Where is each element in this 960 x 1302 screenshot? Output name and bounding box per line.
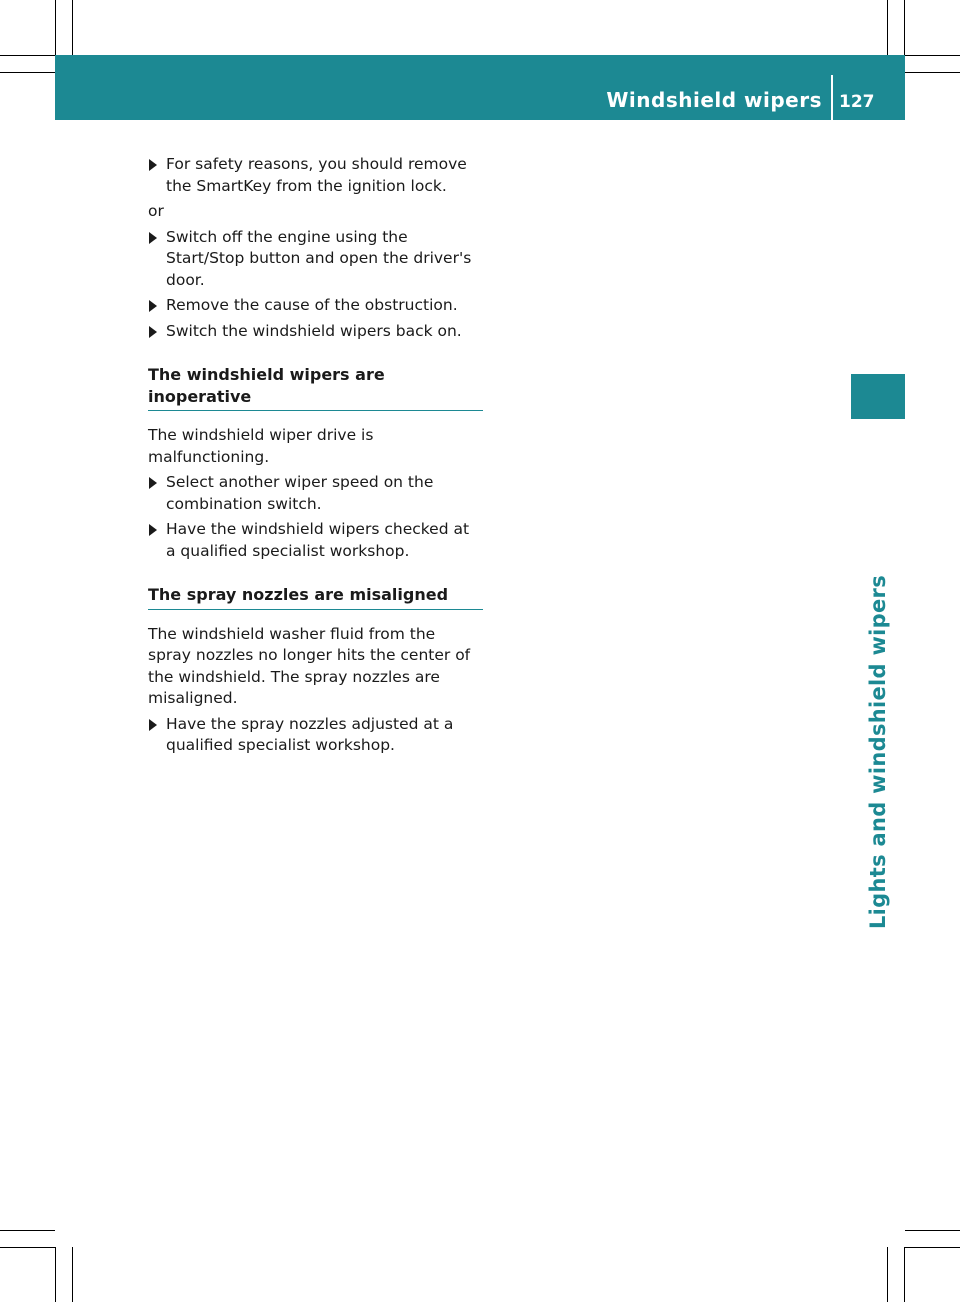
crop-mark bbox=[905, 1230, 960, 1231]
paragraph: The windshield wiper drive is malfunctioning. bbox=[148, 426, 374, 466]
arrow-right-icon bbox=[149, 477, 157, 489]
instruction-step bbox=[148, 227, 483, 292]
crop-mark bbox=[905, 55, 960, 56]
step-text: Have the spray nozzles adjusted at a qualified specialist workshop. bbox=[166, 714, 454, 754]
instruction-step bbox=[148, 714, 483, 757]
step-text: For safety reasons, you should remove the SmartKey from the ignition lock. bbox=[166, 155, 467, 195]
crop-mark bbox=[72, 0, 73, 55]
step-text: Switch the windshield wipers back on. bbox=[166, 321, 462, 340]
instruction-step bbox=[148, 519, 483, 562]
arrow-right-icon bbox=[149, 326, 157, 338]
paragraph: The windshield washer fluid from the spray nozzles no longer hits the center of the windshield. The spray nozzles are misaligned. bbox=[148, 624, 471, 707]
instruction-step bbox=[148, 295, 483, 317]
arrow-right-icon bbox=[149, 300, 157, 312]
section-heading: The windshield wipers are inoperative bbox=[148, 364, 483, 411]
crop-mark bbox=[904, 1247, 905, 1302]
or-text: or bbox=[148, 202, 164, 220]
header-divider bbox=[831, 75, 833, 120]
crop-mark bbox=[72, 1247, 73, 1302]
page-title: Windshield wipers bbox=[606, 88, 822, 112]
arrow-right-icon bbox=[149, 159, 157, 171]
page-number: 127 bbox=[839, 92, 875, 112]
crop-mark bbox=[0, 1247, 55, 1248]
instruction-step bbox=[148, 321, 483, 343]
crop-mark bbox=[887, 0, 888, 55]
arrow-right-icon bbox=[149, 232, 157, 244]
main-content bbox=[148, 154, 483, 761]
instruction-step bbox=[148, 154, 483, 197]
crop-mark bbox=[904, 0, 905, 55]
crop-mark bbox=[887, 1247, 888, 1302]
chapter-tab bbox=[851, 374, 905, 419]
section-heading: The spray nozzles are misaligned bbox=[148, 584, 483, 610]
step-text: Switch off the engine using the Start/Stop button and open the driver's door. bbox=[166, 227, 472, 289]
chapter-label: Lights and windshield wipers bbox=[866, 574, 890, 930]
arrow-right-icon bbox=[149, 719, 157, 731]
crop-mark bbox=[0, 72, 55, 73]
crop-mark bbox=[905, 1247, 960, 1248]
instruction-step bbox=[148, 472, 483, 515]
crop-mark bbox=[0, 1230, 55, 1231]
arrow-right-icon bbox=[149, 524, 157, 536]
step-text: Remove the cause of the obstruction. bbox=[166, 296, 458, 314]
crop-mark bbox=[0, 55, 55, 56]
step-text: Select another wiper speed on the combination switch. bbox=[166, 473, 434, 513]
step-text: Have the windshield wipers checked at a qualified specialist workshop. bbox=[166, 520, 470, 560]
crop-mark bbox=[905, 72, 960, 73]
crop-mark bbox=[55, 0, 56, 55]
crop-mark bbox=[55, 1247, 56, 1302]
